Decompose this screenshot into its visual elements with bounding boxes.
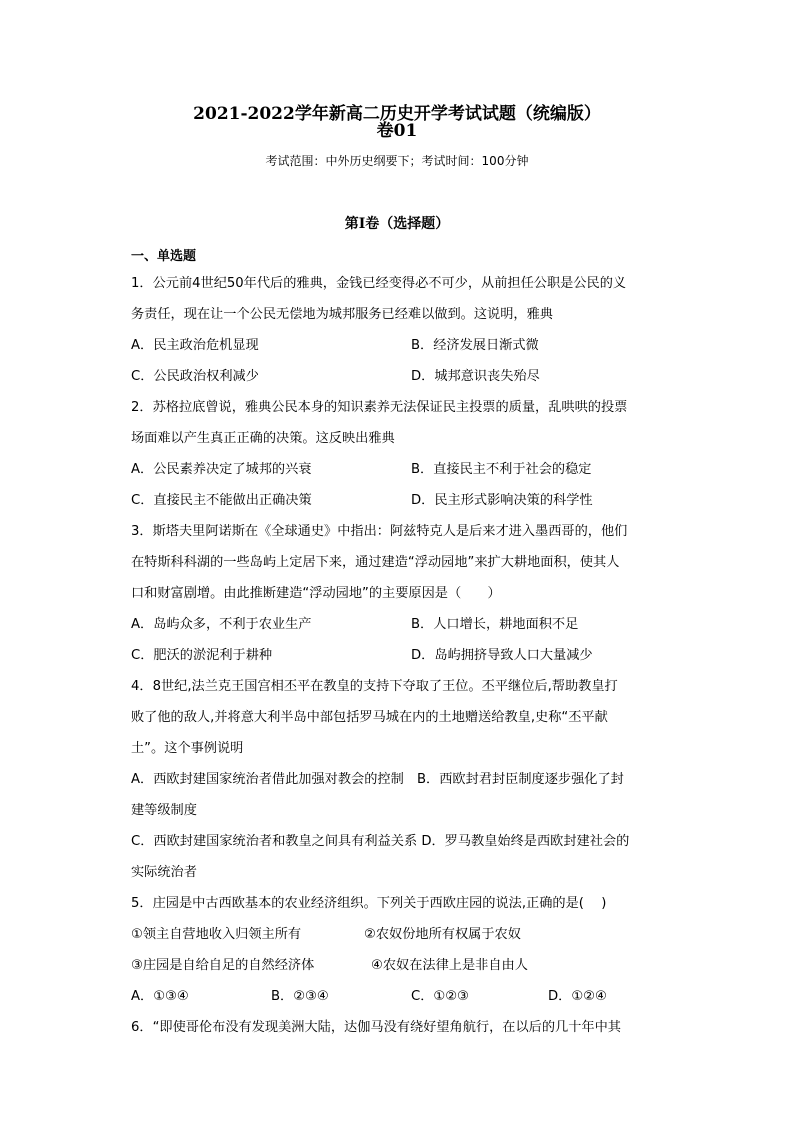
question-text-line: 务责任，现在让一个公民无偿地为城邦服务已经难以做到。这说明，雅典 bbox=[131, 307, 553, 322]
option-a: A．岛屿众多，不利于农业生产 bbox=[131, 617, 312, 632]
question-text-line: 2．苏格拉底曾说，雅典公民本身的知识素养无法保证民主投票的质量，乱哄哄的投票 bbox=[131, 400, 628, 415]
question-text-line: 1．公元前4世纪50年代后的雅典，金钱已经变得必不可少，从前担任公职是公民的义 bbox=[131, 276, 627, 291]
question-text-line: 在特斯科科湖的一些岛屿上定居下来，通过建造“浮动园地”来扩大耕地面积，使其人 bbox=[131, 555, 620, 570]
option-line: 实际统治者 bbox=[131, 865, 197, 880]
option-a: A．①③④ bbox=[131, 989, 189, 1004]
option-c: C．①②③ bbox=[411, 989, 469, 1004]
option-d: D．民主形式影响决策的科学性 bbox=[411, 493, 593, 508]
option-d: D．岛屿拥挤导致人口大量减少 bbox=[411, 648, 593, 663]
option-line: A．西欧封建国家统治者借此加强对教会的控制 B．西欧封君封臣制度逐步强化了封 bbox=[131, 772, 624, 787]
option-b: B．人口增长，耕地面积不足 bbox=[411, 617, 579, 632]
option-c: C．直接民主不能做出正确决策 bbox=[131, 493, 312, 508]
option-line: C．西欧封建国家统治者和教皇之间具有利益关系 D．罗马教皇始终是西欧封建社会的 bbox=[131, 834, 630, 849]
option-line: 建等级制度 bbox=[131, 803, 197, 818]
option-d: D．城邦意识丧失殆尽 bbox=[411, 369, 540, 384]
option-d: D．①②④ bbox=[548, 989, 607, 1004]
option-b: B．②③④ bbox=[271, 989, 329, 1004]
statement-2: ②农奴份地所有权属于农奴 bbox=[364, 927, 521, 942]
option-b: B．经济发展日渐式微 bbox=[411, 338, 539, 353]
document-title: 2021-2022学年新高二历史开学考试试题（统编版） bbox=[193, 104, 601, 124]
section-title: 第I卷（选择题） bbox=[344, 216, 450, 232]
exam-info: 考试范围：中外历史纲要下；考试时间：100分钟 bbox=[265, 154, 529, 168]
question-text-line: 场面难以产生真正正确的决策。这反映出雅典 bbox=[131, 431, 395, 446]
question-text-line: 6．“即使哥伦布没有发现美洲大陆，达伽马没有绕好望角航行，在以后的几十年中其 bbox=[131, 1020, 621, 1035]
question-text-line: 3．斯塔夫里阿诺斯在《全球通史》中指出：阿兹特克人是后来才进入墨西哥的，他们 bbox=[131, 524, 628, 539]
question-text-line: 口和财富剧增。由此推断建造“浮动园地”的主要原因是（ ） bbox=[131, 586, 501, 601]
option-c: C．公民政治权利减少 bbox=[131, 369, 259, 384]
option-c: C．肥沃的淤泥利于耕种 bbox=[131, 648, 273, 663]
statement-4: ④农奴在法律上是非自由人 bbox=[371, 958, 528, 973]
document-subtitle: 卷01 bbox=[376, 121, 418, 141]
option-b: B．直接民主不利于社会的稳定 bbox=[411, 462, 592, 477]
question-text-line: 败了他的敌人,并将意大利半岛中部包括罗马城在内的土地赠送给教皇,史称“丕平献 bbox=[131, 710, 608, 725]
statement-1: ①领主自营地收入归领主所有 bbox=[131, 927, 302, 942]
question-text-line: 土”。这个事例说明 bbox=[131, 741, 244, 756]
option-a: A．民主政治危机显现 bbox=[131, 338, 259, 353]
question-text-line: 4．8世纪,法兰克王国宫相丕平在教皇的支持下夺取了王位。丕平继位后,帮助教皇打 bbox=[131, 679, 618, 694]
option-a: A．公民素养决定了城邦的兴衰 bbox=[131, 462, 312, 477]
section-heading: 一、单选题 bbox=[131, 249, 197, 264]
question-text-line: 5．庄园是中古西欧基本的农业经济组织。下列关于西欧庄园的说法,正确的是( ) bbox=[131, 896, 607, 911]
statement-3: ③庄园是自给自足的自然经济体 bbox=[131, 958, 315, 973]
